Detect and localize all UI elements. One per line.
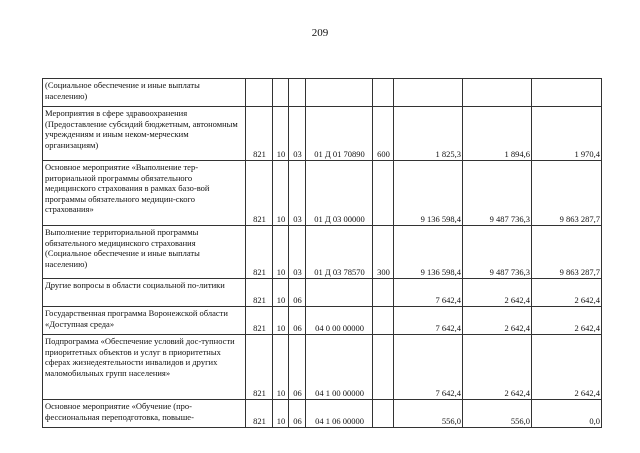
amount-year-3: 9 863 287,7 — [532, 226, 602, 279]
amount-year-2: 9 487 736,3 — [463, 226, 532, 279]
amount-year-2: 1 894,6 — [463, 107, 532, 161]
target-article: 04 1 06 00000 — [306, 400, 373, 428]
ministry-code: 821 — [246, 400, 273, 428]
subsection-code: 06 — [289, 279, 306, 307]
row-name: (Социальное обеспечение и иные выплаты населению) — [43, 79, 246, 107]
amount-year-2: 2 642,4 — [463, 307, 532, 335]
expense-type — [373, 161, 394, 226]
amount-year-3 — [532, 79, 602, 107]
subsection-code — [289, 79, 306, 107]
ministry-code — [246, 79, 273, 107]
expense-type: 300 — [373, 226, 394, 279]
subsection-code: 06 — [289, 400, 306, 428]
table-body — [43, 79, 602, 428]
section-code — [273, 79, 289, 107]
table-row — [43, 279, 602, 307]
row-name: Мероприятия в сфере здравоохранения (Предоставление субсидий бюджетным, автономным учреждениям и иным неком-мерческим организациям) — [43, 107, 246, 161]
amount-year-1: 556,0 — [394, 400, 463, 428]
table-row — [43, 107, 602, 161]
amount-year-3: 2 642,4 — [532, 307, 602, 335]
subsection-code: 06 — [289, 335, 306, 400]
amount-year-2: 2 642,4 — [463, 279, 532, 307]
target-article: 01 Д 03 00000 — [306, 161, 373, 226]
ministry-code: 821 — [246, 307, 273, 335]
amount-year-1: 7 642,4 — [394, 335, 463, 400]
amount-year-2: 2 642,4 — [463, 335, 532, 400]
target-article: 01 Д 01 70890 — [306, 107, 373, 161]
amount-year-1 — [394, 79, 463, 107]
table-row — [43, 307, 602, 335]
amount-year-1: 9 136 598,4 — [394, 226, 463, 279]
subsection-code: 03 — [289, 161, 306, 226]
expense-type — [373, 79, 394, 107]
table-row — [43, 335, 602, 400]
target-article — [306, 79, 373, 107]
expense-type — [373, 307, 394, 335]
amount-year-1: 9 136 598,4 — [394, 161, 463, 226]
amount-year-1: 7 642,4 — [394, 307, 463, 335]
amount-year-3: 9 863 287,7 — [532, 161, 602, 226]
amount-year-3: 2 642,4 — [532, 279, 602, 307]
amount-year-1: 7 642,4 — [394, 279, 463, 307]
page-number: 209 — [311, 27, 329, 39]
amount-year-1: 1 825,3 — [394, 107, 463, 161]
ministry-code: 821 — [246, 279, 273, 307]
section-code: 10 — [273, 307, 289, 335]
section-code: 10 — [273, 279, 289, 307]
expense-type: 600 — [373, 107, 394, 161]
target-article: 04 1 00 00000 — [306, 335, 373, 400]
amount-year-2 — [463, 79, 532, 107]
expense-type — [373, 279, 394, 307]
amount-year-2: 556,0 — [463, 400, 532, 428]
target-article: 01 Д 03 78570 — [306, 226, 373, 279]
expense-type — [373, 400, 394, 428]
row-name: Другие вопросы в области социальной по-литики — [43, 279, 246, 307]
table-row — [43, 226, 602, 279]
row-name: Государственная программа Воронежской области «Доступная среда» — [43, 307, 246, 335]
amount-year-3: 1 970,4 — [532, 107, 602, 161]
row-name: Основное мероприятие «Выполнение тер-риториальной программы обязательного медицинского страхования в рамках базо-вой программы обязательного медицин-ского страхования» — [43, 161, 246, 226]
section-code: 10 — [273, 161, 289, 226]
ministry-code: 821 — [246, 161, 273, 226]
amount-year-2: 9 487 736,3 — [463, 161, 532, 226]
ministry-code: 821 — [246, 226, 273, 279]
budget-table — [42, 78, 602, 428]
subsection-code: 03 — [289, 107, 306, 161]
amount-year-3: 0,0 — [532, 400, 602, 428]
row-name: Выполнение территориальной программы обязательного медицинского страхования (Социальное обеспечение и иные выплаты населению) — [43, 226, 246, 279]
amount-year-3: 2 642,4 — [532, 335, 602, 400]
section-code: 10 — [273, 107, 289, 161]
table-row — [43, 79, 602, 107]
section-code: 10 — [273, 226, 289, 279]
row-name: Основное мероприятие «Обучение (про-фессиональная переподготовка, повыше- — [43, 400, 246, 428]
target-article: 04 0 00 00000 — [306, 307, 373, 335]
table-row — [43, 161, 602, 226]
ministry-code: 821 — [246, 335, 273, 400]
expense-type — [373, 335, 394, 400]
ministry-code: 821 — [246, 107, 273, 161]
subsection-code: 03 — [289, 226, 306, 279]
target-article — [306, 279, 373, 307]
row-name: Подпрограмма «Обеспечение условий дос-тупности приоритетных объектов и услуг в приоритетных сферах жизнедеятельности инвалидов и других маломобильных групп населения» — [43, 335, 246, 400]
subsection-code: 06 — [289, 307, 306, 335]
section-code: 10 — [273, 335, 289, 400]
section-code: 10 — [273, 400, 289, 428]
table-row — [43, 400, 602, 428]
